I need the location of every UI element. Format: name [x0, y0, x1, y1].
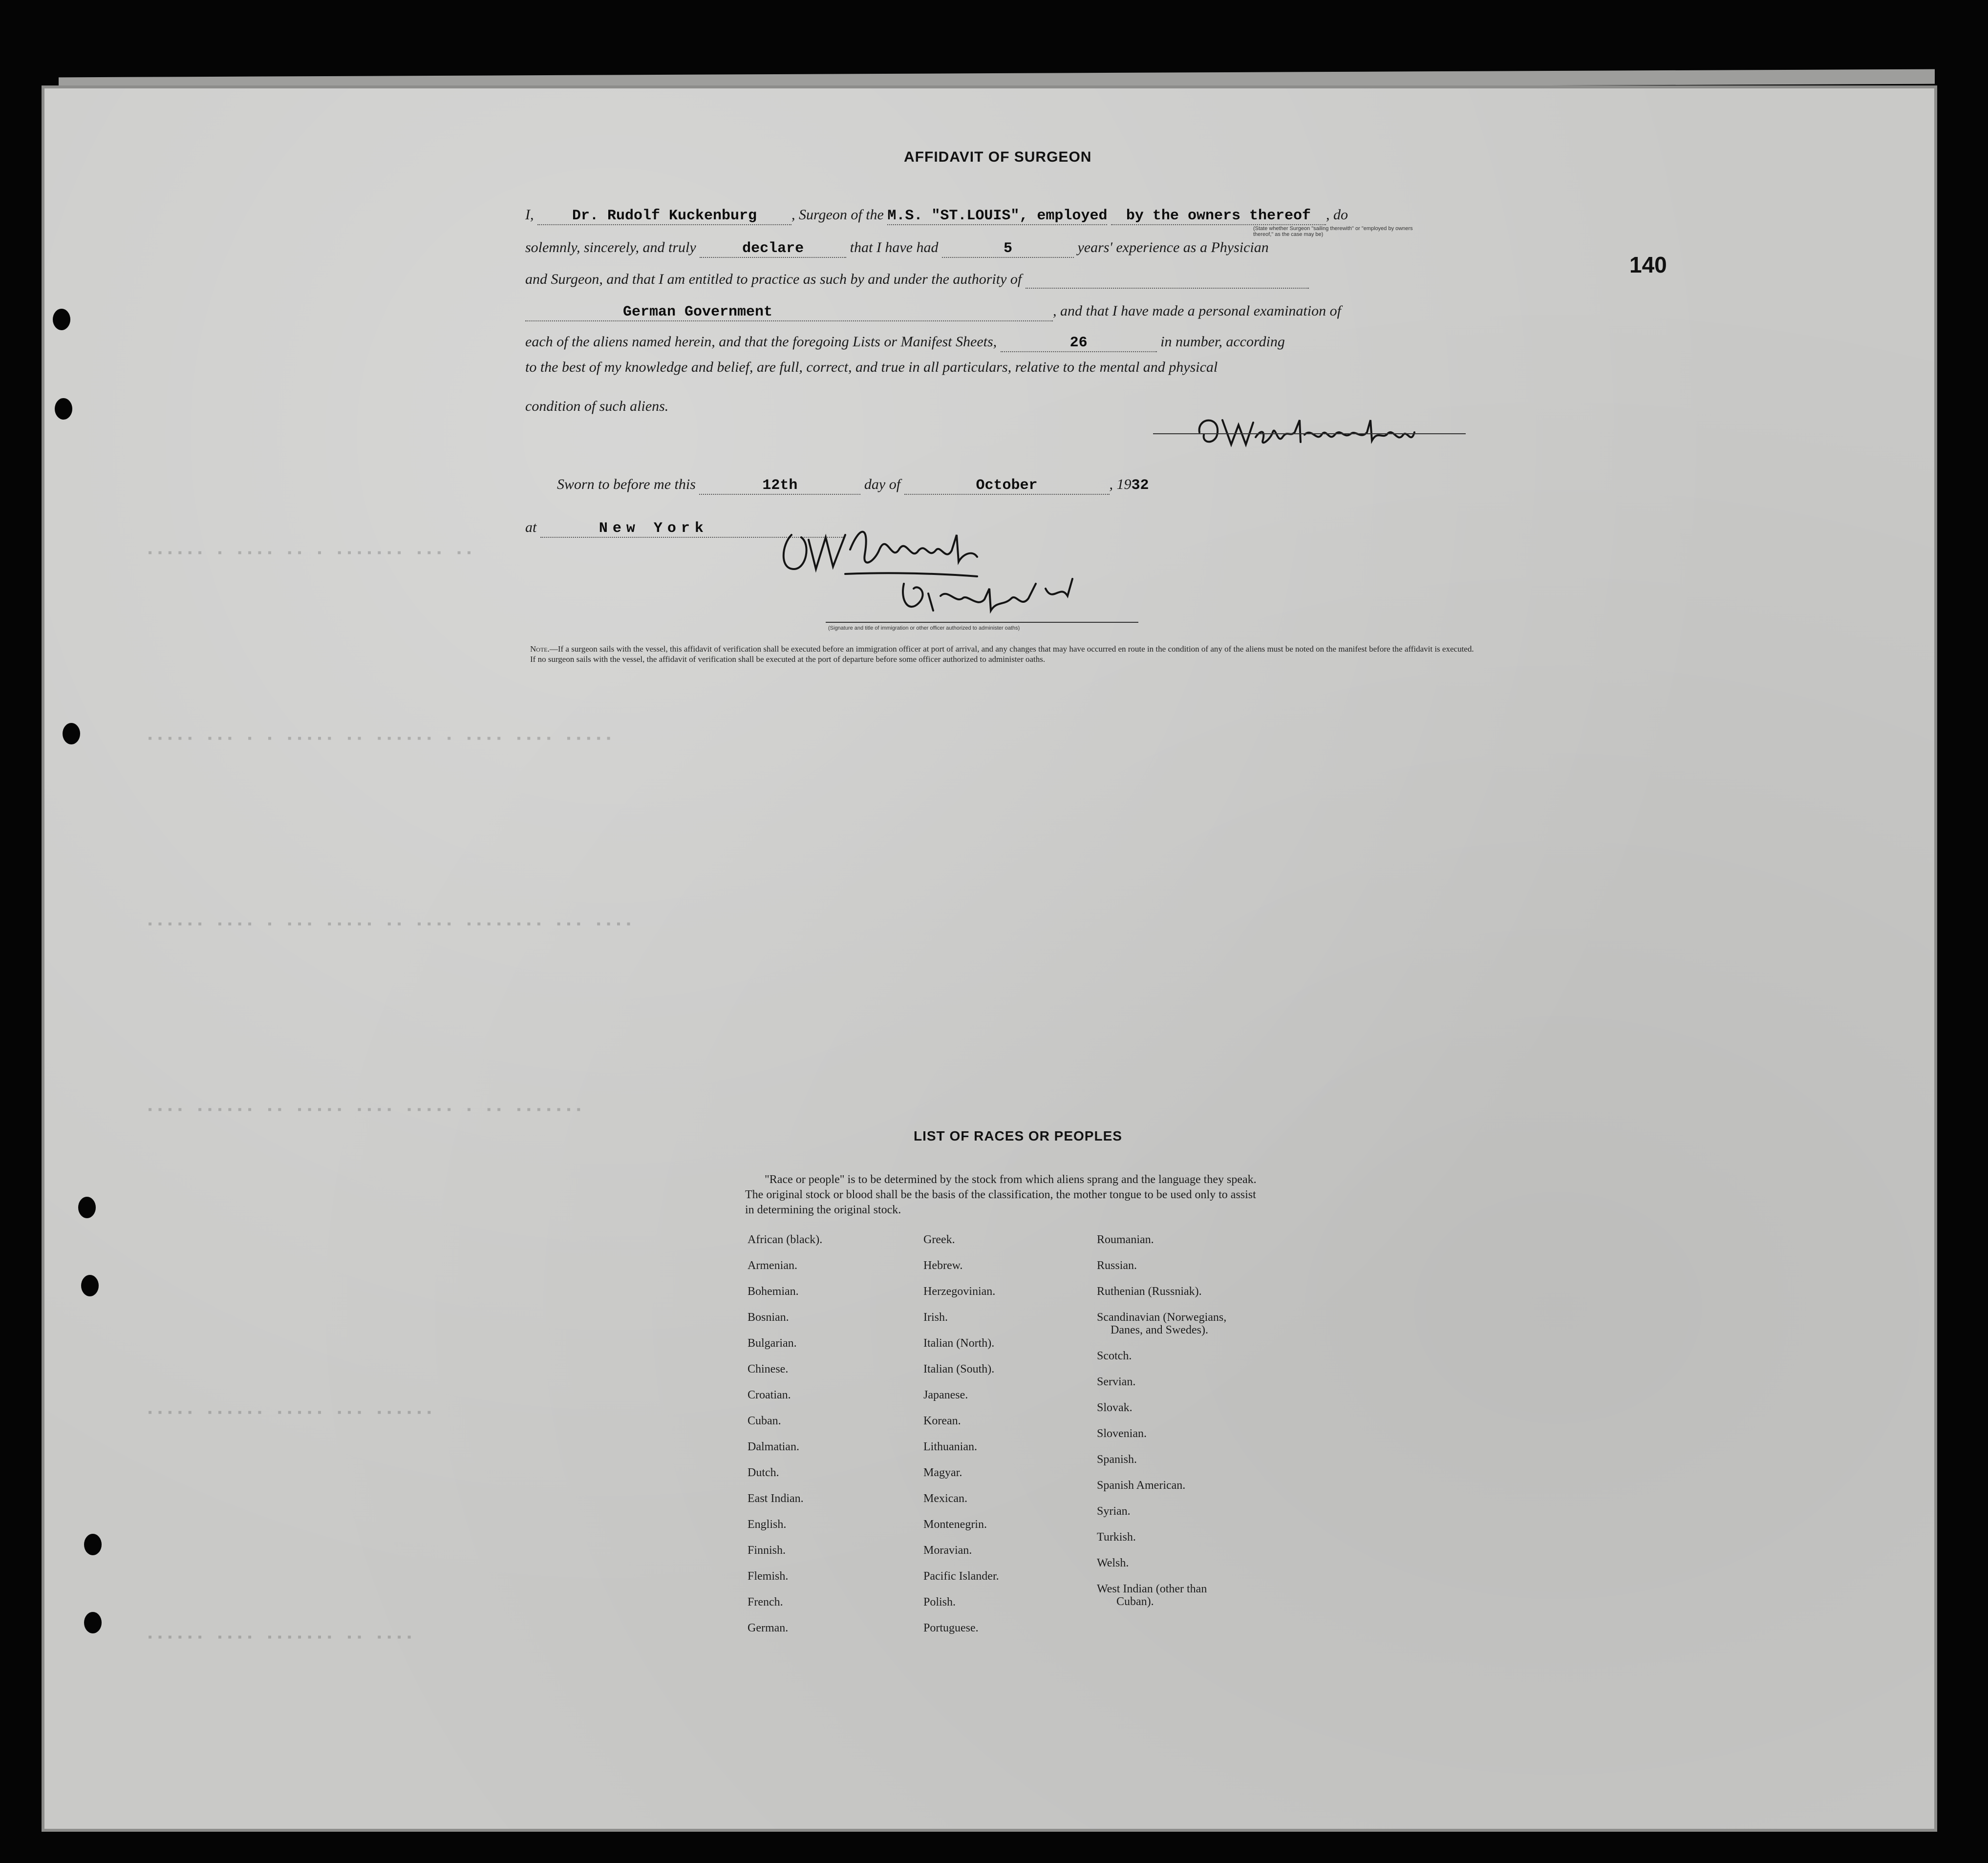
place-field: New York — [540, 520, 843, 538]
race-item: German. — [748, 1622, 789, 1634]
race-item-line: Cuban). — [1116, 1595, 1154, 1608]
employment-field: by the owners thereof — [1111, 208, 1326, 225]
race-item-line: Scandinavian (Norwegians, — [1097, 1311, 1227, 1324]
race-item: Pacific Islander. — [923, 1570, 999, 1583]
affidavit-text: that I have had — [850, 239, 939, 255]
race-item: Hebrew. — [923, 1259, 963, 1272]
race-item: Herzegovinian. — [923, 1285, 996, 1298]
page-number: 140 — [1629, 252, 1667, 277]
race-item: Croatian. — [748, 1389, 791, 1401]
sworn-year-field: 32 — [1131, 477, 1149, 494]
bleed-through-texture: ▪▪▪▪▪ ▪▪▪▪▪▪ ▪▪▪▪▪ ▪▪▪ ▪▪▪▪▪▪ — [147, 1407, 436, 1420]
binder-hole — [78, 1197, 96, 1218]
sworn-month-field: October — [904, 477, 1110, 495]
race-item: Russian. — [1097, 1259, 1137, 1272]
races-column-1 — [748, 1233, 923, 1648]
race-item: Cuban. — [748, 1415, 781, 1427]
race-item: African (black). — [748, 1233, 823, 1246]
race-item: Servian. — [1097, 1376, 1136, 1388]
affidavit-text: and Surgeon, and that I am entitled to practice as such by and under the authority of — [525, 271, 1022, 287]
race-item-scandinavian — [1097, 1311, 1302, 1350]
vessel-field: M.S. "ST.LOUIS", employed — [887, 208, 1108, 224]
race-item: Chinese. — [748, 1363, 789, 1376]
race-item: Italian (North). — [923, 1337, 995, 1350]
race-item: Polish. — [923, 1596, 956, 1609]
officer-caption: (Signature and title of immigration or other officer authorized to administer oaths) — [828, 625, 1020, 631]
bleed-through-texture: ▪▪▪▪▪▪ ▪▪▪▪ ▪ ▪▪▪ ▪▪▪▪▪ ▪▪ ▪▪▪▪ ▪▪▪▪▪▪▪▪ ▪▪▪ ▪▪▪▪ — [147, 918, 635, 932]
race-item-line: Danes, and Swedes). — [1111, 1324, 1208, 1336]
bleed-through-texture: ▪▪▪▪▪ ▪▪▪ ▪ ▪ ▪▪▪▪▪ ▪▪ ▪▪▪▪▪▪ ▪ ▪▪▪▪ ▪▪▪▪ ▪▪▪▪▪ — [147, 733, 615, 746]
sheets-count-field: 26 — [1001, 335, 1157, 352]
race-item: Slovenian. — [1097, 1427, 1147, 1440]
races-title: LIST OF RACES OR PEOPLES — [914, 1128, 1122, 1143]
race-item-west-indian — [1097, 1583, 1302, 1622]
race-item: Irish. — [923, 1311, 948, 1324]
surgeon-signature — [1192, 410, 1456, 454]
bleed-through-texture: ▪▪▪▪ ▪▪▪▪▪▪ ▪▪ ▪▪▪▪▪ ▪▪▪▪ ▪▪▪▪▪ ▪ ▪▪ ▪▪▪▪▪▪▪ — [147, 1104, 585, 1117]
affidavit-text: each of the aliens named herein, and that the foregoing Lists or Manifest Sheets, — [525, 334, 997, 350]
race-item: Syrian. — [1097, 1505, 1131, 1518]
binder-hole — [63, 723, 80, 744]
race-item: Bosnian. — [748, 1311, 789, 1324]
surgeon-signature-line — [1153, 433, 1466, 434]
sworn-day-field: 12th — [699, 477, 860, 495]
place-label: at — [525, 519, 537, 535]
affidavit-text: solemnly, sincerely, and truly — [525, 239, 696, 255]
authority-field: German Government — [525, 304, 1053, 321]
race-item: Turkish. — [1097, 1531, 1136, 1544]
affidavit-line-1 — [525, 207, 1348, 225]
affidavit-text: years' experience as a Physician — [1077, 239, 1269, 255]
binder-hole — [53, 309, 70, 330]
race-item: Bulgarian. — [748, 1337, 797, 1350]
note-paragraph-1 — [530, 644, 1478, 654]
race-item: Slovak. — [1097, 1401, 1133, 1414]
affidavit-line-7: condition of such aliens. — [525, 398, 669, 414]
affidavit-line-5 — [525, 334, 1285, 352]
race-item: Moravian. — [923, 1544, 972, 1557]
sworn-year-prefix: , 19 — [1109, 476, 1132, 492]
race-item: Finnish. — [748, 1544, 786, 1557]
race-item: Lithuanian. — [923, 1440, 977, 1453]
officer-signature — [772, 515, 1124, 623]
race-item: Welsh. — [1097, 1557, 1129, 1569]
race-item-line: West Indian (other than — [1097, 1583, 1207, 1595]
race-item: Korean. — [923, 1415, 961, 1427]
races-column-3 — [1097, 1233, 1302, 1622]
declaration-field: declare — [700, 240, 846, 258]
affidavit-text: , do — [1325, 207, 1348, 223]
bleed-through-texture: ▪▪▪▪▪▪ ▪ ▪▪▪▪ ▪▪ ▪ ▪▪▪▪▪▪▪ ▪▪▪ ▪▪ — [147, 547, 476, 560]
sworn-text: Sworn to before me this — [557, 476, 696, 492]
affidavit-text: in number, according — [1160, 334, 1285, 350]
race-item: Armenian. — [748, 1259, 797, 1272]
sworn-line — [557, 476, 1149, 495]
race-item: Greek. — [923, 1233, 955, 1246]
bleed-through-texture: ▪▪▪▪▪▪ ▪▪▪▪ ▪▪▪▪▪▪▪ ▪▪ ▪▪▪▪ — [147, 1631, 416, 1645]
race-item: Montenegrin. — [923, 1518, 987, 1531]
race-item: Spanish American. — [1097, 1479, 1186, 1492]
affidavit-blank — [1026, 271, 1309, 289]
affidavit-note — [530, 644, 1478, 664]
note-paragraph-2: If no surgeon sails with the vessel, the affidavit of verification shall be executed at the port of departure before some officer authorized to administer oaths. — [530, 655, 1046, 664]
race-item: Dalmatian. — [748, 1440, 799, 1453]
affidavit-line-3 — [525, 271, 1309, 289]
race-item: East Indian. — [748, 1492, 804, 1505]
race-item: Spanish. — [1097, 1453, 1137, 1466]
binder-hole — [84, 1612, 102, 1633]
affidavit-title: AFFIDAVIT OF SURGEON — [904, 149, 1092, 165]
binder-hole — [55, 398, 72, 420]
affidavit-line-4 — [525, 303, 1341, 321]
affidavit-line-6: to the best of my knowledge and belief, are full, correct, and true in all particulars, relative to the mental and physical — [525, 359, 1218, 375]
race-item: Mexican. — [923, 1492, 967, 1505]
employment-note: (State whether Surgeon "sailing therewith" or "employed by owners thereof," as the case may be) — [1253, 226, 1413, 237]
binder-hole — [81, 1275, 99, 1296]
affidavit-line-2 — [525, 239, 1269, 258]
note-text: —If a surgeon sails with the vessel, this affidavit of verification shall be executed before an immigration officer at port of arrival, and any changes that may have occurred en route in the condition of any of the aliens must be noted on the manifest before the affidavit is executed. — [549, 644, 1474, 654]
binder-hole — [84, 1534, 102, 1555]
surgeon-name-field: Dr. Rudolf Kuckenburg — [537, 208, 791, 225]
affidavit-text: I, — [525, 207, 534, 223]
note-lead: Note. — [530, 644, 550, 654]
affidavit-text: , Surgeon of the — [791, 207, 884, 223]
race-item: Scotch. — [1097, 1350, 1132, 1362]
races-intro: "Race or people" is to be determined by the stock from which aliens sprang and the language they speak. The original stock or blood shall be the basis of the classification, the mother tongue to be used only to assist in determining the original stock. — [745, 1173, 1257, 1216]
race-item: Ruthenian (Russniak). — [1097, 1285, 1202, 1298]
officer-signature-line — [826, 622, 1138, 623]
race-item: Portuguese. — [923, 1622, 979, 1634]
race-item: Japanese. — [923, 1389, 968, 1401]
race-item: Flemish. — [748, 1570, 789, 1583]
race-item: English. — [748, 1518, 787, 1531]
races-column-2 — [923, 1233, 1099, 1648]
affidavit-text: , and that I have made a personal examination of — [1053, 303, 1341, 319]
sworn-text: day of — [864, 476, 901, 492]
race-item: Magyar. — [923, 1466, 962, 1479]
years-field: 5 — [942, 240, 1074, 258]
race-item: Dutch. — [748, 1466, 779, 1479]
race-item: Roumanian. — [1097, 1233, 1154, 1246]
race-item: Bohemian. — [748, 1285, 799, 1298]
race-item: Italian (South). — [923, 1363, 995, 1376]
race-item: French. — [748, 1596, 783, 1609]
